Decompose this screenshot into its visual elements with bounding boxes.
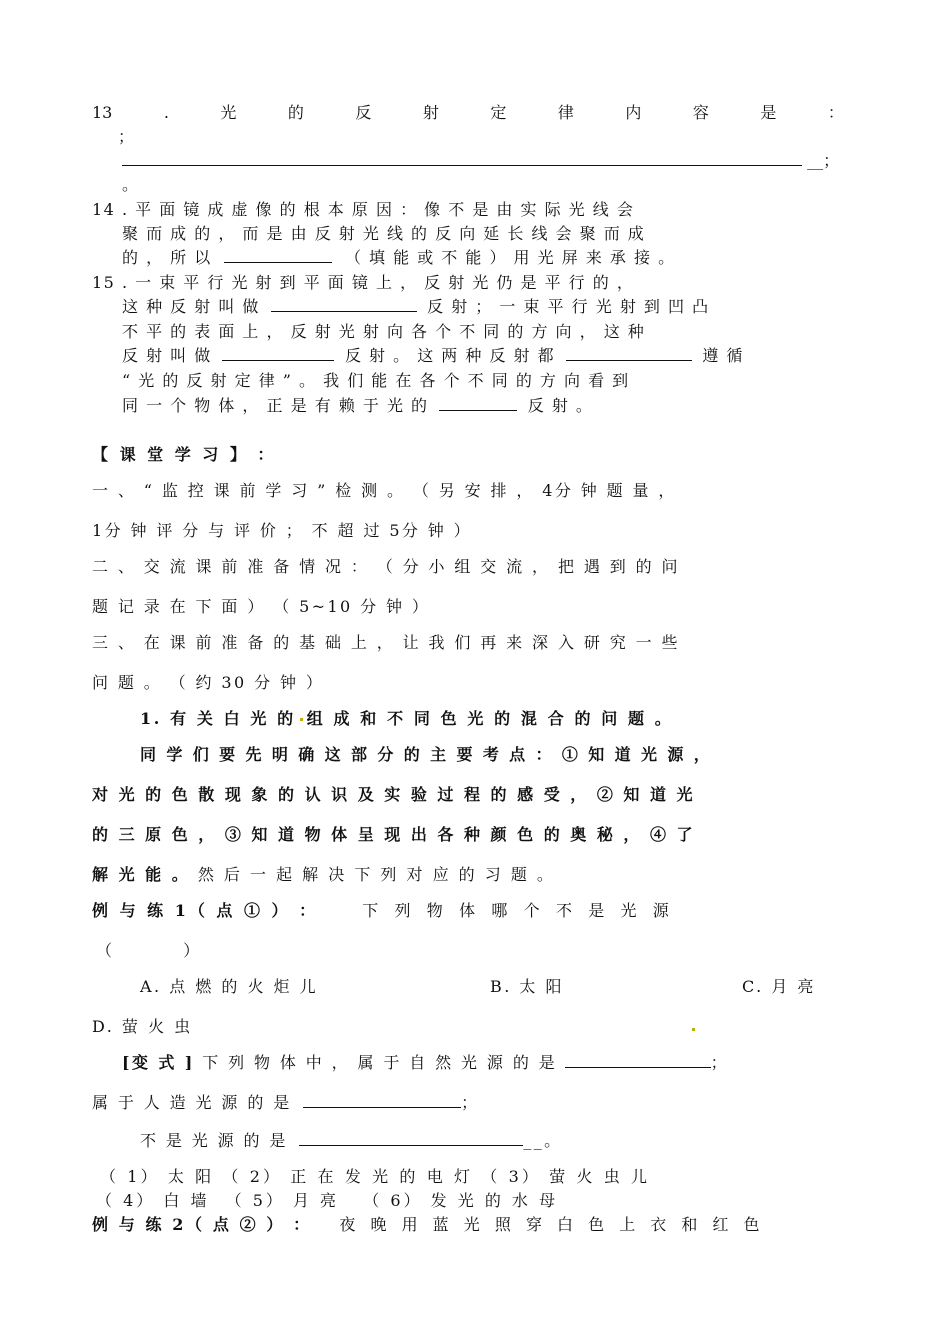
q15-line2 bbox=[122, 294, 710, 317]
ex2-line bbox=[92, 1212, 765, 1235]
dot-mark bbox=[300, 718, 303, 721]
q13-char: 反 bbox=[355, 103, 372, 122]
q13-char: 射 bbox=[422, 103, 439, 122]
ex1-line bbox=[92, 898, 674, 921]
ex1-option-a: A. 点 燃 的 火 炬 儿 bbox=[140, 977, 319, 996]
part1-heading-start: 1. 有 关 白 光 的 bbox=[140, 709, 296, 728]
variant-blank2[interactable] bbox=[303, 1093, 461, 1108]
ex1-option-c: C. 月 亮 bbox=[742, 977, 816, 996]
q13-char: 的 bbox=[287, 103, 304, 122]
q15-line1: 15 . 一 束 平 行 光 射 到 平 面 镜 上 ， 反 射 光 仍 是 平 行 的 ， bbox=[92, 273, 635, 292]
part1-para-line1: 同 学 们 要 先 明 确 这 部 分 的 主 要 考 点 ： ① 知 道 光 源 ， bbox=[140, 745, 713, 764]
q15-line2-end: 反 射 ； 一 束 平 行 光 射 到 凹 凸 bbox=[427, 297, 710, 316]
part1-heading bbox=[140, 706, 673, 729]
q13-answer-blank[interactable] bbox=[122, 151, 802, 166]
section-item1-line2: 1分 钟 评 分 与 评 价 ； 不 超 过 5分 钟 ） bbox=[92, 521, 473, 540]
q15-line4-end: 遵 循 bbox=[702, 346, 744, 365]
ex1-label: 例 与 练 1（ 点 ① ） ： bbox=[92, 901, 319, 920]
part1-para-line3: 的 三 原 色 ， ③ 知 道 物 体 呈 现 出 各 种 颜 色 的 奥 秘 ， ④ 了 bbox=[92, 825, 696, 844]
q14-line3-end: （ 填 能 或 不 能 ） 用 光 屏 来 承 接 。 bbox=[344, 248, 676, 267]
section-item1-line1: 一 、 “ 监 控 课 前 学 习 ” 检 测 。 （ 另 安 排 ， 4分 钟 题 量 ， bbox=[92, 481, 677, 500]
variant-line2-text: 属 于 人 造 光 源 的 是 bbox=[92, 1093, 292, 1112]
variant-line2-end: ； bbox=[461, 1093, 480, 1112]
q15-line6 bbox=[122, 393, 593, 416]
q13-number: 13 bbox=[92, 103, 113, 122]
q13-line1 bbox=[92, 100, 844, 123]
q15-line4-start: 反 射 叫 做 bbox=[122, 346, 212, 365]
variant-items-line1: （ 1） 太 阳 （ 2） 正 在 发 光 的 电 灯 （ 3） 萤 火 虫 儿 bbox=[100, 1167, 651, 1186]
ex1-answer-paren[interactable]: （ ） bbox=[96, 941, 200, 960]
part1-heading-end: 组 成 和 不 同 色 光 的 混 合 的 问 题 。 bbox=[306, 709, 674, 728]
variant-line3-text: 不 是 光 源 的 是 bbox=[140, 1131, 288, 1150]
q15-blank4[interactable] bbox=[439, 396, 517, 411]
q15-blank1[interactable] bbox=[271, 297, 417, 312]
q13-semicolon: ； bbox=[118, 127, 135, 146]
variant-line3 bbox=[140, 1128, 563, 1151]
q13-char: 内 bbox=[625, 103, 642, 122]
section-item3-line2: 问 题 。 （ 约 30 分 钟 ） bbox=[92, 673, 325, 692]
q15-line4-mid: 反 射 。 这 两 种 反 射 都 bbox=[344, 346, 556, 365]
q14-line2: 聚 而 成 的 ， 而 是 由 反 射 光 线 的 反 向 延 长 线 会 聚 而 成 bbox=[122, 224, 646, 243]
ex1-option-b: B. 太 阳 bbox=[490, 977, 565, 996]
q14-line3-start: 的 ， 所 以 bbox=[122, 248, 212, 267]
ex1-question: 下 列 物 体 哪 个 不 是 光 源 bbox=[362, 901, 675, 920]
variant-blank3[interactable] bbox=[299, 1131, 523, 1146]
section-item2-line2: 题 记 录 在 下 面 ） （ 5~10 分 钟 ） bbox=[92, 597, 431, 616]
variant-line1-text: 下 列 物 体 中 ， 属 于 自 然 光 源 的 是 bbox=[202, 1053, 558, 1072]
variant-line1 bbox=[122, 1050, 729, 1073]
q15-line5: “ 光 的 反 射 定 律 ” 。 我 们 能 在 各 个 不 同 的 方 向 看 到 bbox=[122, 371, 630, 390]
q15-line2-start: 这 种 反 射 叫 做 bbox=[122, 297, 260, 316]
q15-line6-start: 同 一 个 物 体 ， 正 是 有 赖 于 光 的 bbox=[122, 396, 429, 415]
q13-char: 光 bbox=[220, 103, 237, 122]
ex2-label: 例 与 练 2（ 点 ② ） ： bbox=[92, 1215, 312, 1234]
ex2-question: 夜 晚 用 蓝 光 照 穿 白 色 上 衣 和 红 色 bbox=[339, 1215, 765, 1234]
q15-line6-end: 反 射 。 bbox=[527, 396, 594, 415]
q13-period: 。 bbox=[122, 175, 139, 194]
q13-colon: ： bbox=[827, 103, 844, 122]
dot-mark bbox=[692, 1028, 695, 1031]
variant-line3-end: __。 bbox=[523, 1131, 563, 1150]
q15-line4 bbox=[122, 343, 744, 366]
q13-answer-line[interactable] bbox=[122, 148, 839, 171]
section-title: 【 课 堂 学 习 】 ： bbox=[92, 445, 277, 464]
q14-answer-blank[interactable] bbox=[224, 248, 332, 263]
q13-semicolon-end: __； bbox=[807, 151, 840, 170]
q13-dot: . bbox=[163, 103, 169, 122]
q13-char: 容 bbox=[692, 103, 709, 122]
part1-para-line4 bbox=[92, 862, 555, 885]
q13-char: 是 bbox=[760, 103, 777, 122]
part1-para-line4-normal: 然 后 一 起 解 决 下 列 对 应 的 习 题 。 bbox=[197, 865, 556, 884]
q14-line3 bbox=[122, 245, 676, 268]
variant-blank1[interactable] bbox=[565, 1053, 711, 1068]
variant-tag: [变 式 ] bbox=[122, 1053, 195, 1072]
q15-line3: 不 平 的 表 面 上 ， 反 射 光 射 向 各 个 不 同 的 方 向 ， 这 种 bbox=[122, 322, 646, 341]
q15-blank3[interactable] bbox=[566, 346, 692, 361]
q15-blank2[interactable] bbox=[222, 346, 334, 361]
variant-line1-end: ； bbox=[710, 1053, 730, 1072]
section-item3-line1: 三 、 在 课 前 准 备 的 基 础 上 ， 让 我 们 再 来 深 入 研 究 一 些 bbox=[92, 633, 680, 652]
variant-items-line2: （ 4） 白 墙 （ 5） 月 亮 （ 6） 发 光 的 水 母 bbox=[96, 1191, 559, 1210]
part1-para-line4-bold: 解 光 能 。 bbox=[92, 865, 191, 884]
section-item2-line1: 二 、 交 流 课 前 准 备 情 况 ： （ 分 小 组 交 流 ， 把 遇 到 的 问 bbox=[92, 557, 680, 576]
q13-char: 定 bbox=[490, 103, 507, 122]
q14-line1: 14 . 平 面 镜 成 虚 像 的 根 本 原 因 ： 像 不 是 由 实 际 光 线 会 bbox=[92, 200, 635, 219]
q13-char: 律 bbox=[557, 103, 574, 122]
ex1-option-d: D. 萤 火 虫 bbox=[92, 1017, 193, 1036]
variant-line2 bbox=[92, 1090, 480, 1113]
part1-para-line2: 对 光 的 色 散 现 象 的 认 识 及 实 验 过 程 的 感 受 ， ② 知 道 光 bbox=[92, 785, 696, 804]
